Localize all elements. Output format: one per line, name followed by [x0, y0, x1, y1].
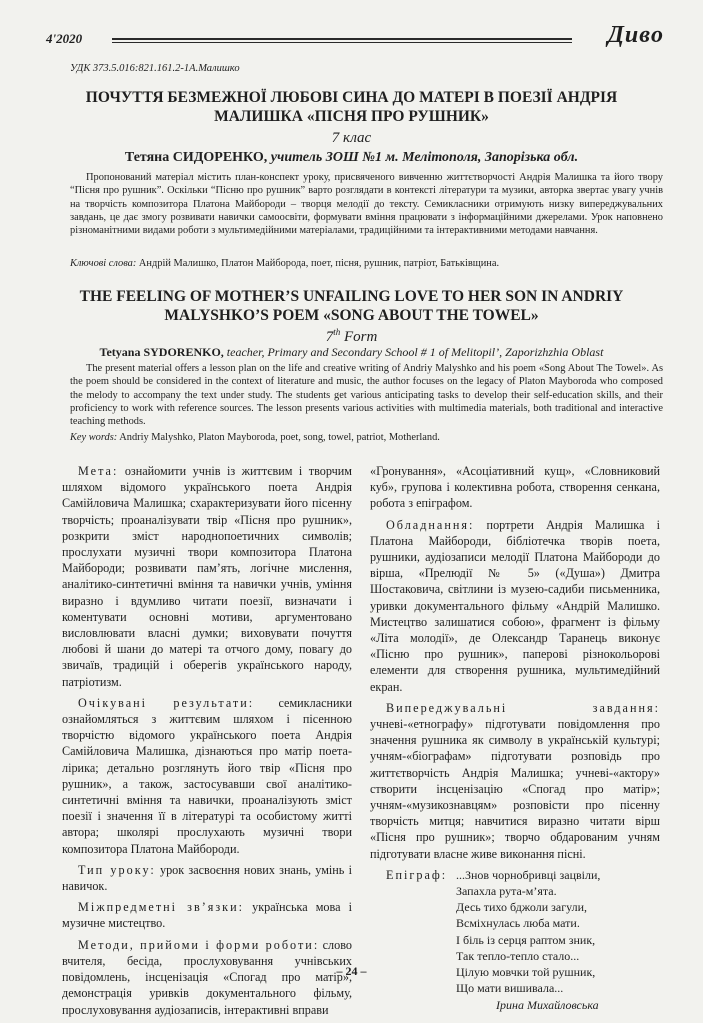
- header-rule-thin: [112, 42, 572, 43]
- grade-word-en: Form: [340, 329, 378, 345]
- tasks-paragraph: [370, 700, 660, 862]
- poem-author: Ірина Михайловська: [496, 997, 599, 1012]
- epigraph: [370, 867, 660, 1013]
- results-text: семикласники ознайомляться з життєвим шляхом і пісенною творчістю відомого українського поета Андрія Самійловича Малишка, дізнаються про матір поета-лірика; детально розглянуть його твір «Пісня про рушник», а також, застосувавши свої аналітико-синтетичні вміння та навички, проаналізують зміст поезії і значення її в літературі та особистому житті автора; школярі прослухають музичні твори композитора Платона Майбороди.: [62, 695, 352, 856]
- lesson-type-text: урок засвоєння нових знань, умінь і навичок.: [62, 862, 352, 894]
- goal-text: ознайомити учнів із життєвим і творчим шляхом відомого українського поета Андрія Самійловича Малишка; схарактеризувати його пісенну творчість; проаналізувати твір «Пісня про рушник», розкрити зміст народнопоетичних символів; прослухати музичні твори композитора Платона Майбороди; розвивати пам’ять, логічне мислення, аналітико-синтетичні вміння та навички учнів, уміння виразно і вдумливо читати поезії, визначати і коментувати основні мотиви, аргументовано висловлювати власні думки; виховувати почуття любові й шани до матері та отчого дому, повагу до звичаїв, традицій і оберегів українського народу, патріотизм.: [62, 464, 352, 689]
- author-ua: [40, 150, 663, 166]
- keywords-label-en: Key words:: [70, 432, 118, 443]
- tasks-text: учневі-«етнографу» підготувати повідомлення про значення рушника як символу в українській культурі; учням-«біографам» підготувати розповідь про життєтворчість Андрія Малишка; учневі-«актору» створити інсценізацію «Спогад про матір»; учням-«музикознавцям» розповісти про пісенну творчість митця; навчитися виразно читати вірш «Пісня про рушник»; творчо обдарованим учням підготувати власне живе виконання пісні.: [370, 717, 660, 861]
- equipment-text: портрети Андрія Малишка і Платона Майбороди, бібліотечка творів поета, рушники, аудіозаписи мелодії Платона Майбороди до вірша, «Прелюдії № 5» («Душа») Дмитра Шостаковича, світлини із музею-садиби письменника, уривки документального фільму «Андрій Малишко. Мистецтво залишатися собою», фрагмент із фільму «Літа молодії», де Олександр Таранець виконує «Пісню про рушник», паперові різнокольорові елементи для створення рушника, мультимедійний екран.: [370, 517, 660, 694]
- author-name-en: Tetyana SYDORENKO,: [99, 345, 224, 359]
- poem-line: Запахла рута-м’ята.: [456, 884, 557, 899]
- abstract-en: The present material offers a lesson plan on the life and creative writing of Andriy Malyshko and his poem «Song About The Towel». As the poem should be considered in the context of literature and music, the author focuses on the legacy of Platon Mayboroda who composed the melody to accompany the text under study. The students get various anticipating tasks to develop their self-education skills, and their proficiency to work with reference sources. The lesson presents various activities with multimedia materials, both traditional and interactive teaching methods.: [70, 363, 663, 428]
- methods-text: слово вчителя, бесіда, прослуховування учнівських повідомлень, інсценізація «Спогад про матір», демонстрація уривків документального фільму, прослуховування аудіозаписів, інтерактивні вправи: [62, 937, 352, 1017]
- goal-paragraph: [62, 463, 352, 690]
- interdisciplinary-paragraph: [62, 899, 352, 931]
- poem-line: Десь тихо бджоли загули,: [456, 900, 587, 915]
- lesson-type-paragraph: [62, 862, 352, 894]
- poem-line: Всміхнулась люба мати.: [456, 916, 580, 931]
- page-number: – 24 –: [336, 964, 367, 978]
- results-label: Очікувані результати:: [78, 695, 255, 710]
- article-title-en: THE FEELING OF MOTHER’S UNFAILING LOVE TO HER SON IN ANDRIY MALYSHKO’S POEM «SONG ABOUT THE TOWEL»: [79, 288, 624, 324]
- keywords-en: [70, 432, 663, 443]
- author-role-ua: учитель ЗОШ №1 м. Мелітополя, Запорізька обл.: [270, 150, 579, 165]
- poem-line: Так тепло-тепло стало...: [456, 948, 580, 963]
- article-title-ua: ПОЧУТТЯ БЕЗМЕЖНОЇ ЛЮБОВІ СИНА ДО МАТЕРІ В ПОЕЗІЇ АНДРІЯ МАЛИШКА «ПІСНЯ ПРО РУШНИК»: [85, 89, 618, 125]
- grade-suffix-en: th: [333, 327, 341, 337]
- goal-label: Мета:: [78, 464, 119, 478]
- keywords-text-ua: Андрій Малишко, Платон Майборода, поет, пісня, рушник, патріот, Батьківщина.: [136, 258, 500, 269]
- grade-ua: 7 клас: [331, 130, 372, 146]
- methods-label: Методи, прийоми і форми роботи:: [78, 937, 320, 952]
- epigraph-label: Епіграф:: [386, 867, 448, 882]
- author-en: [40, 345, 663, 360]
- grade-en: [40, 327, 663, 346]
- methods-continued: «Гронування», «Асоціативний кущ», «Словниковий куб», групова і колективна робота, створення сенкана, робота з епіграфом.: [370, 464, 660, 511]
- poem-line: Що мати вишивала...: [456, 981, 564, 996]
- interdisciplinary-text: українська мова і музичне мистецтво.: [62, 900, 352, 931]
- header-rule: [112, 38, 572, 40]
- tasks-label: Випереджувальні завдання:: [386, 700, 660, 715]
- keywords-ua: [70, 258, 663, 269]
- lesson-type-label: Тип уроку:: [78, 862, 156, 877]
- poem-line: Цілую мовчки той рушник,: [456, 965, 596, 980]
- equipment-label: Обладнання:: [386, 517, 475, 532]
- keywords-text-en: Andriy Malyshko, Platon Mayboroda, poet, song, towel, patriot, Motherland.: [117, 432, 440, 443]
- poem-line: І біль із серця раптом зник,: [456, 932, 596, 947]
- poem-line: ...Знов чорнобривці зацвіли,: [456, 867, 601, 882]
- issue-number: 4'2020: [46, 31, 83, 46]
- interdisciplinary-label: Міжпредметні зв’язки:: [78, 900, 245, 915]
- body-column-left: [62, 463, 352, 1023]
- author-role-en: teacher, Primary and Secondary School # 1 of Melitopil’, Zaporizhzhia Oblast: [223, 345, 604, 359]
- journal-logo: Дивo: [607, 22, 664, 48]
- equipment-paragraph: [370, 517, 660, 695]
- body-column-right: [370, 463, 660, 1013]
- udc-code: УДК 373.5.016:821.161.2-1А.Малишко: [70, 63, 240, 74]
- abstract-ua: Пропонований матеріал містить план-конспект уроку, присвяченого вивченню життєтворчості Андрія Малишка та його твору “Пісня про рушник”. Оскільки “Пісню про рушник” варто розглядати в контексті літератури та музики, авторка звертає увагу учнів на творчість композитора Платона Майбороди – творця мелодії до тексту. Семикласники отримують низку випереджувальних завдань, це дає змогу розвивати навички самоосвіти, формувати вміння працювати з інформаційними джерелами. Урок наповнено різноманітними видами роботи з мультимедійними матеріалами, традиційними та інтерактивними методами навчання.: [70, 172, 663, 237]
- author-name-ua: Тетяна СИДОРЕНКО,: [124, 150, 268, 165]
- keywords-label-ua: Ключові слова:: [70, 258, 137, 269]
- results-paragraph: [62, 695, 352, 857]
- grade-number-en: 7: [325, 329, 334, 345]
- page-header: [42, 22, 664, 58]
